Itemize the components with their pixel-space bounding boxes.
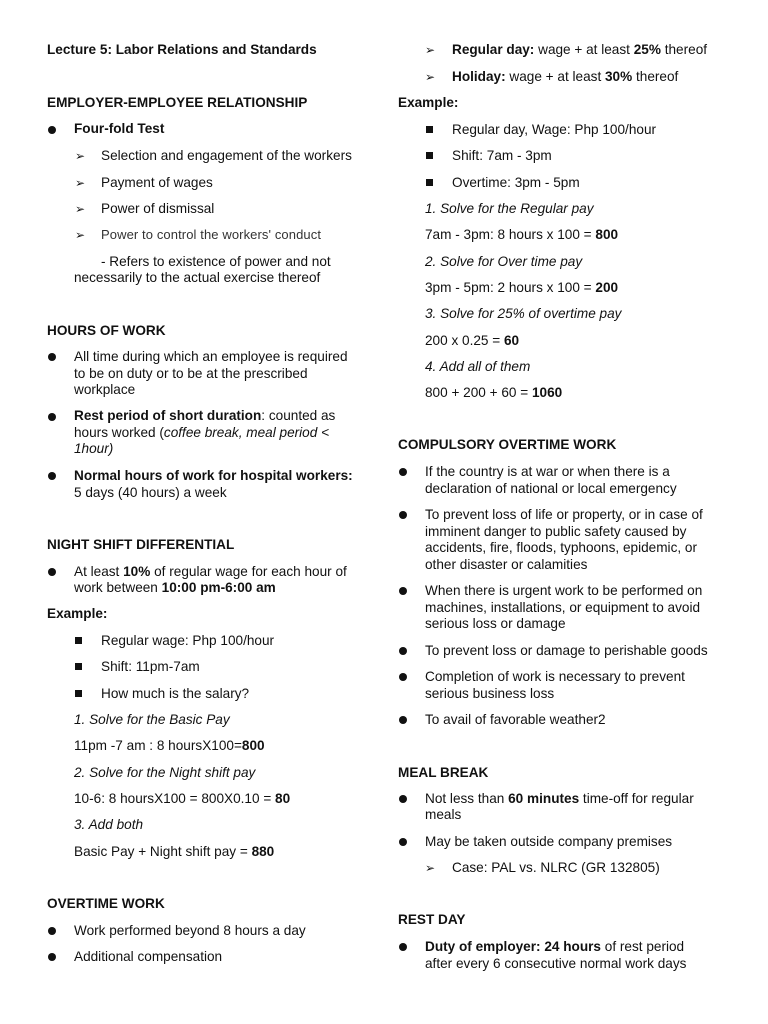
- arrow-bullet-icon: ➢: [75, 176, 86, 190]
- hours-line: Rest period of short duration: counted as: [74, 408, 336, 423]
- bullet-icon: [48, 353, 56, 361]
- compulsory-line: serious business loss: [425, 686, 555, 701]
- list-item: Shift: 11pm-7am: [101, 659, 200, 674]
- document-title: Lecture 5: Labor Relations and Standards: [47, 42, 317, 57]
- square-bullet-icon: [426, 152, 433, 159]
- bullet-icon: [399, 647, 407, 655]
- night-line: work between 10:00 pm-6:00 am: [74, 580, 276, 595]
- step-label: 3. Solve for 25% of overtime pay: [425, 306, 622, 321]
- compulsory-line: To avail of favorable weather2: [425, 712, 606, 727]
- square-bullet-icon: [75, 663, 82, 670]
- section-heading-hours: HOURS OF WORK: [47, 323, 166, 338]
- compulsory-line: serious loss or damage: [425, 616, 566, 631]
- section-heading-compulsory: COMPULSORY OVERTIME WORK: [398, 437, 617, 452]
- example-label: Example:: [398, 95, 459, 110]
- hours-line: 5 days (40 hours) a week: [74, 485, 227, 500]
- step-calc: 10-6: 8 hoursX100 = 800X0.10 = 80: [74, 791, 291, 806]
- square-bullet-icon: [426, 126, 433, 133]
- bullet-icon: [48, 953, 56, 961]
- section-heading-overtime: OVERTIME WORK: [47, 896, 165, 911]
- hours-line: workplace: [74, 382, 136, 397]
- compulsory-line: imminent danger to public safety caused by: [425, 524, 687, 539]
- list-item: Payment of wages: [101, 175, 213, 190]
- arrow-bullet-icon: ➢: [425, 70, 436, 84]
- list-item: Selection and engagement of the workers: [101, 148, 352, 163]
- step-calc: 11pm -7 am : 8 hoursX100=800: [74, 738, 265, 753]
- bullet-icon: [48, 126, 56, 134]
- square-bullet-icon: [75, 690, 82, 697]
- list-item: Regular day, Wage: Php 100/hour: [452, 122, 657, 137]
- compulsory-line: To prevent loss of life or property, or in case of: [425, 507, 703, 522]
- bullet-icon: [399, 587, 407, 595]
- meal-line: Not less than 60 minutes time-off for regular: [425, 791, 694, 806]
- bullet-icon: [399, 943, 407, 951]
- bullet-icon: [399, 511, 407, 519]
- note-line: - Refers to existence of power and not: [101, 254, 331, 269]
- bullet-icon: [399, 673, 407, 681]
- arrow-bullet-icon: ➢: [75, 228, 86, 242]
- list-item: Power to control the workers' conduct: [101, 227, 322, 242]
- list-item: Additional compensation: [74, 949, 223, 964]
- bullet-icon: [399, 716, 407, 724]
- step-label: 2. Solve for the Night shift pay: [74, 765, 256, 780]
- step-calc: 200 x 0.25 = 60: [425, 333, 520, 348]
- hours-line: hours worked (coffee break, meal period <: [74, 425, 330, 440]
- bullet-icon: [399, 468, 407, 476]
- compulsory-line: machines, installations, or equipment to avoid: [425, 600, 701, 615]
- list-item: How much is the salary?: [101, 686, 250, 701]
- bullet-icon: [48, 568, 56, 576]
- case-reference: Case: PAL vs. NLRC (GR 132805): [452, 860, 660, 875]
- hours-line: All time during which an employee is required: [74, 349, 348, 364]
- list-item: Power of dismissal: [101, 201, 215, 216]
- night-line: At least 10% of regular wage for each hour of: [74, 564, 347, 579]
- hours-line: to be on duty or to be at the prescribed: [74, 366, 308, 381]
- example-label: Example:: [47, 606, 108, 621]
- note-line: necessarily to the actual exercise thereof: [74, 270, 321, 285]
- list-item: Overtime: 3pm - 5pm: [452, 175, 580, 190]
- step-calc: 3pm - 5pm: 2 hours x 100 = 200: [425, 280, 619, 295]
- compulsory-line: Completion of work is necessary to prevent: [425, 669, 685, 684]
- arrow-bullet-icon: ➢: [75, 149, 86, 163]
- rate-line: Holiday: wage + at least 30% thereof: [452, 69, 679, 84]
- compulsory-line: When there is urgent work to be performed on: [425, 583, 703, 598]
- step-calc: Basic Pay + Night shift pay = 880: [74, 844, 275, 859]
- bullet-icon: [399, 838, 407, 846]
- step-label: 3. Add both: [74, 817, 144, 832]
- arrow-bullet-icon: ➢: [75, 202, 86, 216]
- bullet-icon: [48, 927, 56, 935]
- bullet-icon: [399, 795, 407, 803]
- step-label: 2. Solve for Over time pay: [425, 254, 583, 269]
- meal-line: May be taken outside company premises: [425, 834, 673, 849]
- step-label: 1. Solve for the Regular pay: [425, 201, 594, 216]
- step-label: 1. Solve for the Basic Pay: [74, 712, 230, 727]
- step-calc: 800 + 200 + 60 = 1060: [425, 385, 563, 400]
- hours-line: Normal hours of work for hospital workers:: [74, 468, 353, 483]
- section-heading-night: NIGHT SHIFT DIFFERENTIAL: [47, 537, 235, 552]
- step-label: 4. Add all of them: [425, 359, 531, 374]
- bullet-icon: [48, 472, 56, 480]
- list-item: Shift: 7am - 3pm: [452, 148, 552, 163]
- compulsory-line: other disaster or calamities: [425, 557, 588, 572]
- hours-line: 1hour): [74, 441, 114, 456]
- arrow-bullet-icon: ➢: [425, 861, 436, 875]
- rate-line: Regular day: wage + at least 25% thereof: [452, 42, 708, 57]
- arrow-bullet-icon: ➢: [425, 43, 436, 57]
- square-bullet-icon: [75, 637, 82, 644]
- square-bullet-icon: [426, 179, 433, 186]
- section-heading-meal: MEAL BREAK: [398, 765, 489, 780]
- compulsory-line: accidents, fire, floods, typhoons, epidemic, or: [425, 540, 698, 555]
- rest-line: Duty of employer: 24 hours of rest period: [425, 939, 685, 954]
- compulsory-line: declaration of national or local emergency: [425, 481, 677, 496]
- fourfold-test-label: Four-fold Test: [74, 121, 165, 136]
- compulsory-line: If the country is at war or when there is a: [425, 464, 670, 479]
- list-item: Work performed beyond 8 hours a day: [74, 923, 306, 938]
- rest-line: after every 6 consecutive normal work days: [425, 956, 687, 971]
- section-heading-rest: REST DAY: [398, 912, 466, 927]
- compulsory-line: To prevent loss or damage to perishable goods: [425, 643, 708, 658]
- meal-line: meals: [425, 807, 462, 822]
- list-item: Regular wage: Php 100/hour: [101, 633, 275, 648]
- section-heading-employer: EMPLOYER-EMPLOYEE RELATIONSHIP: [47, 95, 308, 110]
- step-calc: 7am - 3pm: 8 hours x 100 = 800: [425, 227, 619, 242]
- bullet-icon: [48, 413, 56, 421]
